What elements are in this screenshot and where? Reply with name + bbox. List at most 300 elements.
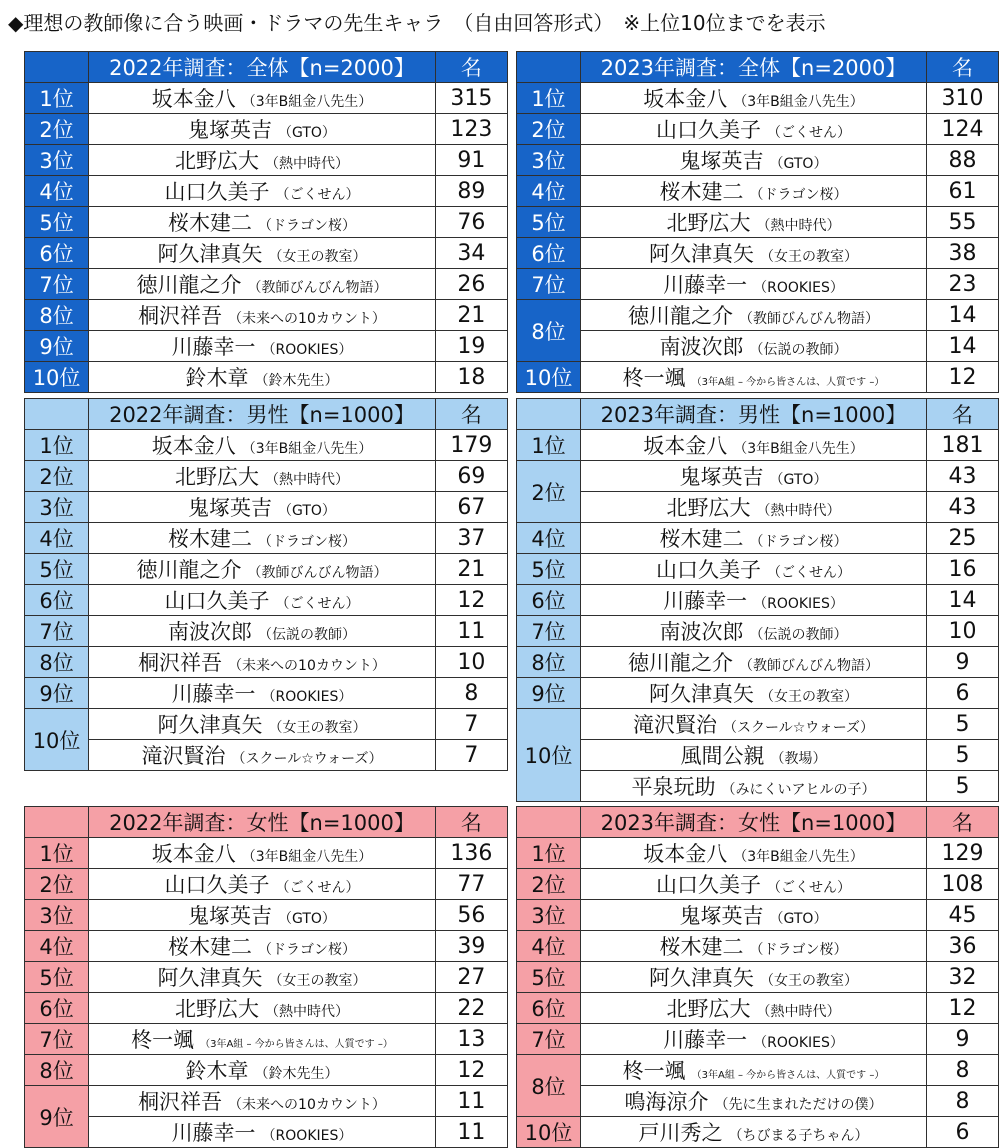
work-title: （未来への10カウント） [228, 1097, 386, 1113]
teacher-name: 山口久美子 [164, 589, 270, 613]
header-corner [517, 52, 581, 83]
teacher-cell [581, 114, 927, 145]
teacher-name: 平泉玩助 [631, 775, 716, 799]
ranking-row [517, 1024, 999, 1055]
ranking-row [25, 269, 508, 300]
rank-cell: 1位 [517, 430, 581, 461]
count-cell: 129 [927, 838, 999, 869]
work-title: （3年B組金八先生） [733, 441, 864, 457]
rank-cell: 6位 [517, 585, 581, 616]
ranking-row [25, 145, 508, 176]
count-cell: 37 [435, 523, 507, 554]
teacher-cell [89, 616, 436, 647]
ranking-row [25, 869, 508, 900]
work-title: （ごくせん） [767, 565, 851, 581]
count-cell: 56 [435, 900, 507, 931]
teacher-cell [581, 523, 927, 554]
ranking-row [517, 554, 999, 585]
teacher-name: 坂本金八 [643, 434, 728, 458]
ranking-row [25, 585, 508, 616]
count-header: 名 [435, 807, 507, 838]
teacher-name: 山口久美子 [656, 558, 761, 582]
count-cell: 25 [927, 523, 999, 554]
count-cell: 12 [927, 993, 999, 1024]
ranking-row [25, 1117, 508, 1148]
rank-cell: 1位 [25, 83, 89, 114]
rank-cell: 2位 [517, 461, 581, 523]
ranking-row [517, 430, 999, 461]
work-title: （ROOKIES） [261, 1128, 353, 1144]
teacher-cell [581, 300, 927, 331]
teacher-cell [89, 461, 436, 492]
work-title: （教師びんびん物語） [739, 658, 879, 674]
count-cell: 8 [927, 1055, 999, 1086]
count-cell: 11 [435, 616, 507, 647]
ranking-row [517, 616, 999, 647]
teacher-cell [581, 554, 927, 585]
teacher-cell [581, 331, 927, 362]
work-title: （伝説の教師） [749, 627, 848, 643]
panel-heading: 2023年調査：女性【n=1000】 [581, 807, 927, 838]
teacher-cell [581, 269, 927, 300]
count-header: 名 [435, 52, 507, 83]
count-cell: 10 [927, 616, 999, 647]
rank-cell: 3位 [517, 145, 581, 176]
count-header: 名 [927, 52, 999, 83]
teacher-name: 徳川龍之介 [136, 273, 242, 297]
rank-cell: 8位 [517, 1055, 581, 1117]
ranking-row [25, 238, 508, 269]
teacher-cell [89, 430, 436, 461]
teacher-cell [581, 647, 927, 678]
teacher-cell [581, 838, 927, 869]
rank-cell: 7位 [25, 616, 89, 647]
count-cell: 43 [927, 492, 999, 523]
count-cell: 38 [927, 238, 999, 269]
work-title: （3年B組金八先生） [733, 849, 864, 865]
count-cell: 5 [927, 771, 999, 802]
teacher-name: 南波次郎 [659, 335, 744, 359]
rank-cell: 8位 [517, 300, 581, 362]
rank-cell: 8位 [517, 647, 581, 678]
count-cell: 179 [435, 430, 507, 461]
teacher-name: 柊一颯 [131, 1028, 195, 1052]
teacher-cell [89, 176, 436, 207]
ranking-row [25, 554, 508, 585]
teacher-name: 川藤幸一 [663, 273, 748, 297]
work-title: （先に生まれただけの僕） [714, 1097, 883, 1113]
rank-cell: 7位 [25, 269, 89, 300]
teacher-cell [581, 461, 927, 492]
ranking-row [517, 771, 999, 802]
teacher-cell [581, 362, 927, 393]
work-title: （3年A組 – 今から皆さんは、人質です –） [691, 1070, 885, 1081]
ranking-row [517, 83, 999, 114]
teacher-name: 阿久津真矢 [157, 713, 263, 737]
teacher-cell [89, 900, 436, 931]
ranking-row [517, 114, 999, 145]
count-cell: 11 [435, 1117, 507, 1148]
teacher-cell [89, 554, 436, 585]
work-title: （伝説の教師） [749, 342, 848, 358]
rank-cell: 5位 [25, 962, 89, 993]
header-corner [517, 399, 581, 430]
teacher-cell [89, 362, 436, 393]
ranking-row [25, 114, 508, 145]
count-cell: 310 [927, 83, 999, 114]
teacher-name: 滝沢賢治 [141, 744, 226, 768]
count-cell: 69 [435, 461, 507, 492]
teacher-cell [581, 207, 927, 238]
panel-2023-female [516, 806, 999, 1148]
teacher-cell [89, 492, 436, 523]
ranking-row [25, 900, 508, 931]
rank-cell: 4位 [25, 176, 89, 207]
rank-cell: 3位 [25, 145, 89, 176]
count-cell: 14 [927, 331, 999, 362]
rank-cell: 3位 [25, 900, 89, 931]
rank-cell: 1位 [25, 838, 89, 869]
rank-cell: 7位 [25, 1024, 89, 1055]
header-row [25, 807, 508, 838]
rank-cell: 9位 [25, 1086, 89, 1148]
ranking-row [25, 678, 508, 709]
teacher-cell [89, 585, 436, 616]
count-cell: 6 [927, 1117, 999, 1148]
count-cell: 14 [927, 300, 999, 331]
teacher-name: 北野広大 [666, 211, 751, 235]
header-corner [25, 399, 89, 430]
ranking-row [517, 300, 999, 331]
teacher-cell [89, 838, 436, 869]
teacher-cell [89, 238, 436, 269]
teacher-name: 坂本金八 [151, 434, 236, 458]
count-cell: 36 [927, 931, 999, 962]
ranking-row [25, 838, 508, 869]
work-title: （ごくせん） [767, 880, 851, 896]
rank-cell: 10位 [25, 362, 89, 393]
panel-heading: 2022年調査：男性【n=1000】 [89, 399, 436, 430]
teacher-name: 南波次郎 [167, 620, 252, 644]
teacher-name: 川藤幸一 [171, 335, 256, 359]
work-title: （GTO） [278, 503, 336, 519]
count-cell: 7 [435, 709, 507, 740]
count-cell: 8 [435, 678, 507, 709]
count-cell: 67 [435, 492, 507, 523]
work-title: （ドラゴン桜） [749, 187, 848, 203]
count-cell: 10 [435, 647, 507, 678]
ranking-row [25, 962, 508, 993]
work-title: （ROOKIES） [753, 596, 844, 612]
work-title: （ドラゴン桜） [749, 534, 848, 550]
ranking-row [517, 331, 999, 362]
teacher-cell [581, 869, 927, 900]
count-cell: 43 [927, 461, 999, 492]
rank-cell: 10位 [517, 709, 581, 802]
count-cell: 21 [435, 300, 507, 331]
ranking-row [517, 523, 999, 554]
teacher-name: 鬼塚英吉 [188, 496, 273, 520]
header-row [517, 52, 999, 83]
count-cell: 22 [435, 993, 507, 1024]
rank-cell: 9位 [25, 331, 89, 362]
teacher-cell [581, 145, 927, 176]
work-title: （ごくせん） [275, 596, 360, 612]
teacher-name: 北野広大 [666, 496, 751, 520]
ranking-row [517, 492, 999, 523]
teacher-name: 柊一颯 [622, 1059, 686, 1083]
count-header: 名 [927, 399, 999, 430]
rank-cell: 8位 [25, 647, 89, 678]
ranking-row [25, 331, 508, 362]
work-title: （女王の教室） [268, 973, 367, 989]
ranking-row [25, 740, 508, 771]
count-cell: 11 [435, 1086, 507, 1117]
work-title: （GTO） [769, 911, 828, 927]
teacher-cell [89, 740, 436, 771]
count-cell: 19 [435, 331, 507, 362]
ranking-row [25, 362, 508, 393]
teacher-cell [89, 962, 436, 993]
rank-cell: 4位 [25, 523, 89, 554]
teacher-name: 坂本金八 [151, 842, 236, 866]
count-cell: 21 [435, 554, 507, 585]
work-title: （未来への10カウント） [228, 658, 386, 674]
work-title: （3年B組金八先生） [241, 849, 373, 865]
count-cell: 18 [435, 362, 507, 393]
ranking-row [25, 993, 508, 1024]
ranking-row [517, 647, 999, 678]
panel-heading: 2022年調査：全体【n=2000】 [89, 52, 436, 83]
teacher-name: 山口久美子 [164, 180, 270, 204]
count-header: 名 [927, 807, 999, 838]
rank-cell: 10位 [517, 362, 581, 393]
panel-2022-male [24, 398, 508, 771]
ranking-row [25, 616, 508, 647]
work-title: （ドラゴン桜） [749, 942, 848, 958]
count-cell: 124 [927, 114, 999, 145]
teacher-name: 桜木建二 [167, 527, 252, 551]
teacher-name: 北野広大 [174, 997, 259, 1021]
count-cell: 23 [927, 269, 999, 300]
count-cell: 26 [435, 269, 507, 300]
rank-cell: 1位 [517, 838, 581, 869]
ranking-row [517, 269, 999, 300]
rank-cell: 4位 [517, 176, 581, 207]
work-title: （熱中時代） [264, 1004, 349, 1020]
count-cell: 32 [927, 962, 999, 993]
ranking-row [517, 962, 999, 993]
ranking-row [25, 647, 508, 678]
work-title: （ちびまる子ちゃん） [728, 1128, 869, 1144]
teacher-name: 阿久津真矢 [157, 242, 263, 266]
count-cell: 136 [435, 838, 507, 869]
teacher-cell [89, 993, 436, 1024]
teacher-name: 滝沢賢治 [632, 713, 717, 737]
count-cell: 88 [927, 145, 999, 176]
teacher-cell [581, 83, 927, 114]
count-cell: 61 [927, 176, 999, 207]
teacher-name: 鳴海涼介 [624, 1090, 709, 1114]
ranking-row [517, 869, 999, 900]
rank-cell: 6位 [517, 238, 581, 269]
teacher-cell [89, 709, 436, 740]
work-title: （GTO） [769, 156, 828, 172]
teacher-cell [89, 523, 436, 554]
panel-heading: 2023年調査：全体【n=2000】 [581, 52, 927, 83]
rank-cell: 8位 [25, 1055, 89, 1086]
ranking-row [25, 300, 508, 331]
count-cell: 5 [927, 740, 999, 771]
count-header: 名 [435, 399, 507, 430]
rank-cell: 7位 [517, 1024, 581, 1055]
ranking-row [517, 709, 999, 740]
teacher-cell [89, 114, 436, 145]
ranking-row [25, 83, 508, 114]
count-cell: 181 [927, 430, 999, 461]
rank-cell: 7位 [517, 269, 581, 300]
ranking-row [517, 207, 999, 238]
rank-cell: 2位 [25, 114, 89, 145]
count-cell: 8 [927, 1086, 999, 1117]
panel-2023-all [516, 51, 999, 393]
teacher-name: 北野広大 [174, 465, 259, 489]
ranking-row [25, 207, 508, 238]
teacher-cell [581, 771, 927, 802]
teacher-name: 鬼塚英吉 [679, 465, 764, 489]
teacher-name: 風間公親 [680, 744, 765, 768]
rank-cell: 5位 [25, 554, 89, 585]
teacher-cell [89, 1024, 436, 1055]
panel-2023-male [516, 398, 999, 802]
rank-cell: 4位 [517, 931, 581, 962]
work-title: （GTO） [769, 472, 828, 488]
ranking-row [25, 931, 508, 962]
count-cell: 315 [435, 83, 507, 114]
work-title: （ごくせん） [275, 187, 360, 203]
rank-cell: 3位 [25, 492, 89, 523]
teacher-name: 鬼塚英吉 [679, 149, 764, 173]
rank-cell: 5位 [25, 207, 89, 238]
teacher-name: 坂本金八 [643, 87, 728, 111]
teacher-cell [89, 300, 436, 331]
rank-cell: 1位 [25, 430, 89, 461]
teacher-name: 桜木建二 [659, 935, 744, 959]
count-cell: 5 [927, 709, 999, 740]
work-title: （ROOKIES） [753, 1035, 844, 1051]
ranking-row [517, 362, 999, 393]
teacher-cell [581, 678, 927, 709]
teacher-cell [581, 430, 927, 461]
teacher-cell [89, 1055, 436, 1086]
page-title: ◆理想の教師像に合う映画・ドラマの先生キャラ （自由回答形式） ※上位10位までを表示 [8, 11, 826, 35]
count-cell: 77 [435, 869, 507, 900]
teacher-cell [89, 1086, 436, 1117]
count-cell: 89 [435, 176, 507, 207]
count-cell: 55 [927, 207, 999, 238]
work-title: （3年B組金八先生） [241, 441, 373, 457]
teacher-name: 鬼塚英吉 [188, 118, 273, 142]
panel-heading: 2022年調査：女性【n=1000】 [89, 807, 436, 838]
teacher-name: 阿久津真矢 [649, 682, 754, 706]
work-title: （ROOKIES） [261, 342, 353, 358]
teacher-name: 鈴木章 [185, 366, 249, 390]
teacher-name: 川藤幸一 [663, 589, 748, 613]
teacher-name: 川藤幸一 [171, 1121, 256, 1145]
count-cell: 91 [435, 145, 507, 176]
rank-cell: 5位 [517, 962, 581, 993]
rank-cell: 6位 [25, 585, 89, 616]
count-cell: 123 [435, 114, 507, 145]
rank-cell: 4位 [517, 523, 581, 554]
ranking-row [25, 523, 508, 554]
ranking-row [517, 176, 999, 207]
work-title: （ドラゴン桜） [257, 942, 356, 958]
teacher-name: 南波次郎 [659, 620, 744, 644]
header-corner [25, 52, 89, 83]
ranking-row [517, 238, 999, 269]
teacher-name: 柊一颯 [622, 366, 686, 390]
count-cell: 16 [927, 554, 999, 585]
teacher-name: 山口久美子 [656, 873, 761, 897]
count-cell: 6 [927, 678, 999, 709]
teacher-cell [581, 238, 927, 269]
teacher-cell [581, 1117, 927, 1148]
ranking-row [517, 838, 999, 869]
rank-cell: 2位 [25, 461, 89, 492]
work-title: （3年A組 – 今から皆さんは、人質です –） [691, 377, 885, 388]
count-cell: 12 [435, 1055, 507, 1086]
ranking-row [25, 709, 508, 740]
header-corner [517, 807, 581, 838]
panel-2022-female [24, 806, 508, 1148]
teacher-cell [89, 678, 436, 709]
teacher-name: 川藤幸一 [663, 1028, 748, 1052]
teacher-name: 桐沢祥吾 [138, 1090, 223, 1114]
teacher-cell [581, 616, 927, 647]
work-title: （鈴木先生） [254, 373, 339, 389]
teacher-cell [581, 492, 927, 523]
teacher-cell [581, 585, 927, 616]
work-title: （GTO） [278, 911, 336, 927]
header-row [517, 399, 999, 430]
ranking-row [517, 993, 999, 1024]
teacher-cell [581, 1086, 927, 1117]
teacher-name: 阿久津真矢 [649, 966, 754, 990]
teacher-name: 北野広大 [174, 149, 259, 173]
rank-cell: 2位 [25, 869, 89, 900]
teacher-cell [89, 869, 436, 900]
teacher-cell [581, 962, 927, 993]
work-title: （女王の教室） [760, 973, 858, 989]
work-title: （女王の教室） [268, 720, 367, 736]
ranking-row [517, 461, 999, 492]
count-cell: 34 [435, 238, 507, 269]
teacher-cell [581, 1024, 927, 1055]
teacher-name: 徳川龍之介 [628, 651, 733, 675]
teacher-name: 鬼塚英吉 [679, 904, 764, 928]
teacher-cell [89, 1117, 436, 1148]
panel-2022-all [24, 51, 508, 393]
teacher-cell [581, 993, 927, 1024]
ranking-row [517, 931, 999, 962]
teacher-cell [581, 900, 927, 931]
teacher-name: 桐沢祥吾 [138, 651, 223, 675]
work-title: （教場） [770, 751, 827, 767]
count-cell: 14 [927, 585, 999, 616]
ranking-row [517, 1117, 999, 1148]
header-corner [25, 807, 89, 838]
